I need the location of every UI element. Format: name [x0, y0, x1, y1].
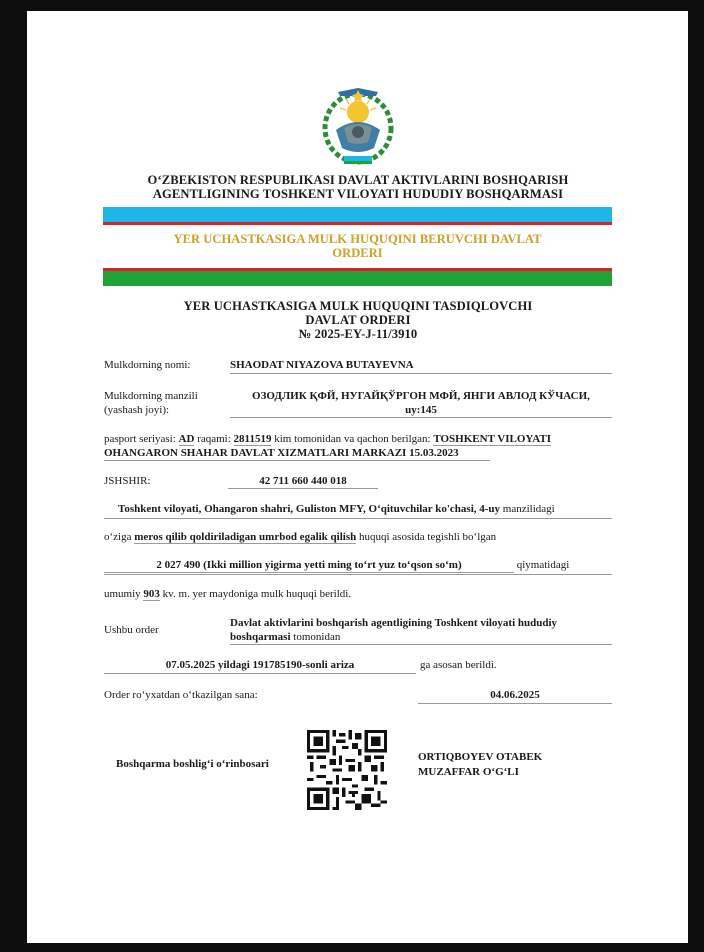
registry-label: Order ro‘yxatdan o‘tkazilgan sana:	[104, 689, 258, 701]
photo-corner	[0, 0, 27, 27]
signature-name-2: MUZAFFAR O‘G‘LI	[418, 766, 519, 778]
right-value: meros qilib qoldiriladigan umrbod egalik qilish	[134, 531, 357, 543]
passport-line	[104, 432, 551, 446]
passport-issued-value-1: TOSHKENT VILOYATI	[433, 433, 552, 445]
passport-number-label: raqami:	[197, 433, 231, 445]
right-suffix: huquqi asosida tegishli bo‘lgan	[358, 531, 497, 543]
owner-name-value: SHAODAT NIYAZOVA BUTAYEVNA	[230, 358, 612, 374]
value-rule	[104, 574, 612, 575]
area-value: 903	[143, 588, 160, 600]
land-address-line	[118, 502, 555, 516]
land-address-value: Toshkent viloyati, Ohangaron shahri, Guliston MFY, O‘qituvchilar ko'chasi, 4-uy	[118, 503, 501, 515]
qr-code-icon	[307, 730, 387, 810]
value-line	[104, 558, 612, 573]
land-value-suffix: qiymatidagi	[516, 559, 570, 571]
passport-series-value: AD	[178, 433, 195, 445]
basis-value: 07.05.2025 yildagi 191785190-sonli ariza	[104, 658, 416, 674]
order-title-line-1: YER UCHASTKASIGA MULK HUQUQINI BERUVCHI DAVLAT	[173, 232, 542, 246]
owner-address-label-1: Mulkdorning manzili	[104, 390, 198, 402]
area-suffix: kv. m. yer maydoniga mulk huquqi berildi.	[162, 588, 352, 600]
issuer-value-2: boshqarmasi	[230, 631, 291, 643]
jshshir-value: 42 711 660 440 018	[228, 474, 378, 489]
issuer-value-line-2	[230, 630, 612, 645]
flag-stripe-green	[103, 271, 612, 286]
issuer-value-suffix: tomonidan	[293, 631, 341, 643]
order-title-line-2: ORDERI	[332, 246, 383, 260]
passport-series-label: pasport seriyasi:	[104, 433, 176, 445]
land-value-amount: 2 027 490 (Ikki million yigirma yetti ming to‘rt yuz to‘qson so‘m)	[104, 558, 514, 573]
land-address-suffix: manzilidagi	[502, 503, 555, 515]
flag-stripe-red	[103, 222, 612, 225]
owner-address-value-1: ОЗОДЛИК ҚФЙ, НУГАЙҚЎРГОН МФЙ, ЯНГИ АВЛОД КЎЧАСИ,	[252, 390, 590, 402]
area-line	[104, 587, 351, 601]
flag-stripe-blue	[103, 207, 612, 222]
state-emblem-icon	[316, 84, 400, 168]
basis-suffix: ga asosan berildi.	[420, 659, 497, 671]
doc-title-line-2: DAVLAT ORDERI	[305, 313, 411, 327]
agency-header-line-2: AGENTLIGINING TOSHKENT VILOYATI HUDUDIY BOSHQARMASI	[152, 187, 564, 201]
passport-issued-label: kim tomonidan va qachon berilgan:	[274, 433, 431, 445]
issuer-label: Ushbu order	[104, 624, 159, 636]
signature-name-1: ORTIQBOYEV OTABEK	[418, 751, 543, 763]
owner-address-value-2: uy:145	[230, 403, 612, 418]
signature-position: Boshqarma boshlig‘i o‘rinbosari	[116, 758, 269, 770]
area-prefix: umumiy	[104, 588, 141, 600]
land-address-rule	[104, 518, 612, 519]
passport-issued-value-2: OHANGARON SHAHAR DAVLAT XIZMATLARI MARKAZI 15.03.2023	[104, 446, 490, 461]
doc-title-line-1: YER UCHASTKASIGA MULK HUQUQINI TASDIQLOVCHI	[183, 299, 533, 313]
doc-number: № 2025-EY-J-11/3910	[298, 327, 418, 341]
agency-header-line-1: O‘ZBEKISTON RESPUBLIKASI DAVLAT AKTIVLARINI BOSHQARISH	[147, 173, 569, 187]
passport-number-value: 2811519	[233, 433, 272, 445]
jshshir-label: JSHSHIR:	[104, 475, 151, 487]
right-line	[104, 530, 496, 544]
right-prefix: o‘ziga	[104, 531, 132, 543]
owner-address-label-2: (yashash joyi):	[104, 404, 170, 416]
owner-name-label: Mulkdorning nomi:	[104, 359, 191, 371]
registry-date: 04.06.2025	[418, 688, 612, 704]
issuer-value-1: Davlat aktivlarini boshqarish agentligining Toshkent viloyati hududiy	[230, 617, 558, 629]
